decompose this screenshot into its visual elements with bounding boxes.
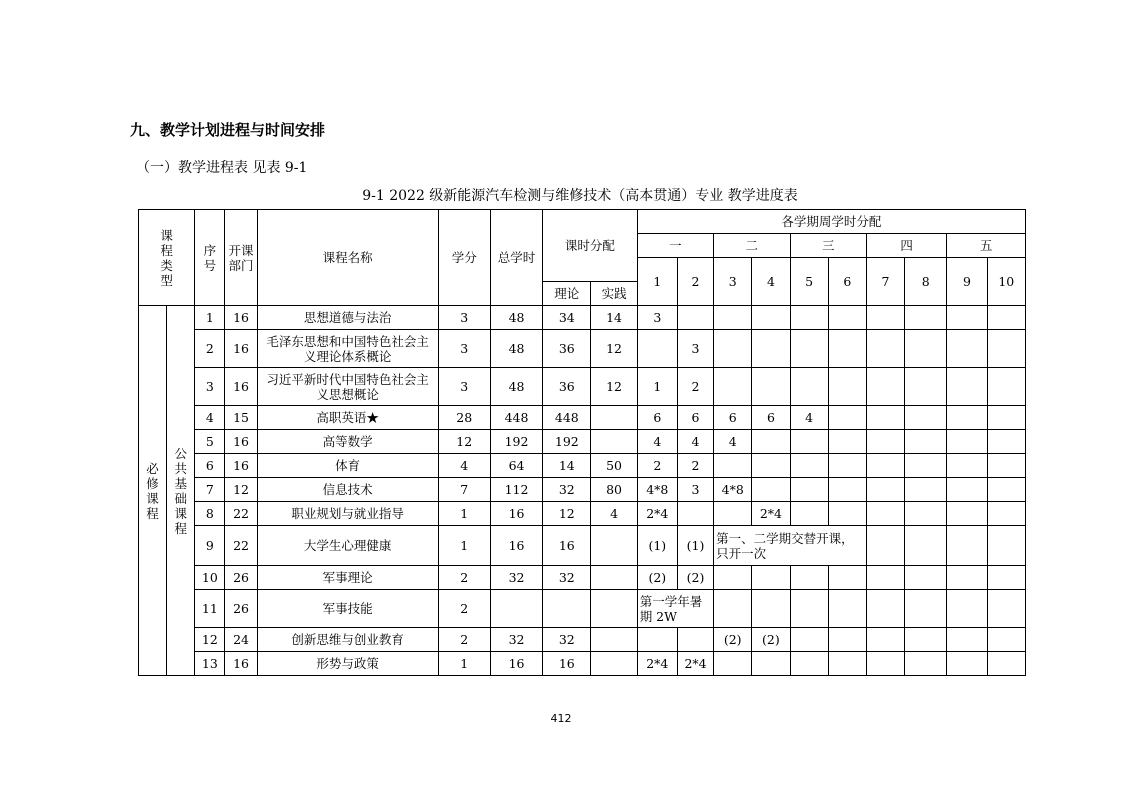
cell-sem <box>947 502 987 526</box>
subsection-heading: （一）教学进程表 见表 9-1 <box>136 160 308 176</box>
cell-practice <box>591 566 637 590</box>
cell-sem <box>947 406 987 430</box>
table-row <box>139 652 1026 676</box>
cell-total: 16 <box>490 652 542 676</box>
cell-sem: (2) <box>637 566 677 590</box>
cell-sem <box>905 430 947 454</box>
cell-sem <box>828 478 866 502</box>
cell-theory: 32 <box>543 478 591 502</box>
cell-course-name: 军事技能 <box>257 590 438 628</box>
cell-course-name: 职业规划与就业指导 <box>257 502 438 526</box>
cell-dept: 24 <box>225 628 257 652</box>
cell-practice <box>591 652 637 676</box>
cell-theory: 36 <box>543 330 591 368</box>
cell-sem <box>905 478 947 502</box>
cell-practice: 14 <box>591 306 637 330</box>
cell-sem <box>947 330 987 368</box>
cell-sem <box>987 478 1025 502</box>
cell-total: 448 <box>490 406 542 430</box>
table-row <box>139 526 1026 566</box>
cell-dept: 16 <box>225 454 257 478</box>
cell-dept: 16 <box>225 306 257 330</box>
cell-credit: 1 <box>438 526 490 566</box>
table-row <box>139 368 1026 406</box>
header-semester: 7 <box>866 258 904 306</box>
header-semester: 8 <box>905 258 947 306</box>
cell-sem <box>752 566 790 590</box>
cell-course-name: 创新思维与创业教育 <box>257 628 438 652</box>
cell-theory: 32 <box>543 628 591 652</box>
cell-sem <box>947 590 987 628</box>
cell-practice: 4 <box>591 502 637 526</box>
cell-course-name: 体育 <box>257 454 438 478</box>
cell-total: 16 <box>490 502 542 526</box>
cell-seq: 6 <box>195 454 225 478</box>
cell-sem: 6 <box>637 406 677 430</box>
cell-sem <box>905 454 947 478</box>
cell-sem <box>828 306 866 330</box>
cell-credit: 1 <box>438 652 490 676</box>
cell-sem <box>790 590 828 628</box>
cell-sem: 4 <box>637 430 677 454</box>
cell-sem: (2) <box>714 628 752 652</box>
table-row <box>139 306 1026 330</box>
cell-sem <box>828 628 866 652</box>
cell-practice <box>591 590 637 628</box>
table-row <box>139 478 1026 502</box>
cell-dept: 12 <box>225 478 257 502</box>
header-theory: 理论 <box>543 282 591 306</box>
cell-sem <box>987 306 1025 330</box>
cell-theory: 192 <box>543 430 591 454</box>
cell-dept: 16 <box>225 652 257 676</box>
cell-sem <box>866 502 904 526</box>
cell-sem: 4*8 <box>714 478 752 502</box>
cell-sem <box>790 652 828 676</box>
cell-sem <box>866 306 904 330</box>
header-total-hours: 总学时 <box>490 210 542 306</box>
cell-practice <box>591 406 637 430</box>
cell-sem <box>987 406 1025 430</box>
cell-sem: 3 <box>677 478 713 502</box>
cell-total: 48 <box>490 306 542 330</box>
cell-sem <box>714 502 752 526</box>
cell-total: 192 <box>490 430 542 454</box>
cell-sem <box>677 628 713 652</box>
header-year-5: 五 <box>947 234 1026 258</box>
cell-sem <box>947 454 987 478</box>
cell-sem <box>905 330 947 368</box>
section-heading: 九、教学计划进程与时间安排 <box>130 121 326 139</box>
cell-credit: 1 <box>438 502 490 526</box>
cell-sem <box>987 590 1025 628</box>
cell-sem <box>987 430 1025 454</box>
cell-sem <box>677 502 713 526</box>
cell-sem: 6 <box>752 406 790 430</box>
cell-sem <box>947 628 987 652</box>
cell-dept: 16 <box>225 330 257 368</box>
cell-course-name: 毛泽东思想和中国特色社会主义理论体系概论 <box>257 330 438 368</box>
cell-sem <box>905 628 947 652</box>
cell-sem <box>677 306 713 330</box>
cell-sem <box>987 368 1025 406</box>
cell-credit: 7 <box>438 478 490 502</box>
cell-practice: 50 <box>591 454 637 478</box>
cell-practice <box>591 628 637 652</box>
cell-sem <box>905 502 947 526</box>
cell-credit: 4 <box>438 454 490 478</box>
cell-sem <box>714 566 752 590</box>
cell-sem <box>905 306 947 330</box>
cell-course-name: 高职英语★ <box>257 406 438 430</box>
header-semester-dist: 各学期周学时分配 <box>637 210 1025 234</box>
header-semester: 4 <box>752 258 790 306</box>
header-semester: 3 <box>714 258 752 306</box>
cell-seq: 1 <box>195 306 225 330</box>
table-row <box>139 502 1026 526</box>
cell-sem: 4*8 <box>637 478 677 502</box>
cell-sem <box>947 526 987 566</box>
cell-theory: 16 <box>543 652 591 676</box>
cell-credit: 2 <box>438 566 490 590</box>
cell-sem <box>752 590 790 628</box>
cell-sem <box>752 306 790 330</box>
cell-seq: 11 <box>195 590 225 628</box>
cell-sem <box>987 330 1025 368</box>
cell-sem: (2) <box>677 566 713 590</box>
header-practice: 实践 <box>591 282 637 306</box>
cell-sem <box>987 454 1025 478</box>
cell-sem: 6 <box>677 406 713 430</box>
cell-sem <box>905 368 947 406</box>
cell-total: 16 <box>490 526 542 566</box>
table-caption: 9-1 2022 级新能源汽车检测与维修技术（高本贯通）专业 教学进度表 <box>362 188 798 204</box>
cell-practice: 12 <box>591 368 637 406</box>
cell-sem: (1) <box>637 526 677 566</box>
cell-sem: 2*4 <box>637 502 677 526</box>
cell-theory: 16 <box>543 526 591 566</box>
cell-sem <box>790 478 828 502</box>
table-row <box>139 590 1026 628</box>
cell-sem <box>987 628 1025 652</box>
cell-sem <box>866 430 904 454</box>
cell-theory: 14 <box>543 454 591 478</box>
cell-sem <box>987 566 1025 590</box>
cell-sem <box>866 566 904 590</box>
cell-practice <box>591 526 637 566</box>
cell-sem: 6 <box>714 406 752 430</box>
cell-theory: 12 <box>543 502 591 526</box>
cell-sem: (1) <box>677 526 713 566</box>
cell-sem <box>790 502 828 526</box>
cell-sem <box>752 652 790 676</box>
cell-sem: 3 <box>677 330 713 368</box>
cell-credit: 3 <box>438 330 490 368</box>
cell-sem: 4 <box>677 430 713 454</box>
cell-sem <box>947 566 987 590</box>
cell-seq: 10 <box>195 566 225 590</box>
page-number: 412 <box>550 712 572 725</box>
cell-sem <box>790 368 828 406</box>
header-seq: 序号 <box>195 210 225 306</box>
cell-course-name: 形势与政策 <box>257 652 438 676</box>
cell-sem <box>790 454 828 478</box>
cell-sem <box>790 330 828 368</box>
cell-sem: 1 <box>637 368 677 406</box>
cell-seq: 8 <box>195 502 225 526</box>
cell-total: 48 <box>490 368 542 406</box>
header-year-2: 二 <box>714 234 790 258</box>
cell-sem <box>866 368 904 406</box>
cell-sem <box>828 454 866 478</box>
cell-sem <box>866 526 904 566</box>
cell-total: 32 <box>490 566 542 590</box>
cell-sem <box>828 502 866 526</box>
cell-course-name: 军事理论 <box>257 566 438 590</box>
cell-sem <box>637 330 677 368</box>
header-course-name: 课程名称 <box>257 210 438 306</box>
cell-practice: 12 <box>591 330 637 368</box>
cell-credit: 12 <box>438 430 490 454</box>
cell-sem <box>905 590 947 628</box>
header-semester: 9 <box>947 258 987 306</box>
cell-dept: 22 <box>225 502 257 526</box>
cell-sem <box>828 368 866 406</box>
header-credit: 学分 <box>438 210 490 306</box>
cell-seq: 13 <box>195 652 225 676</box>
cell-sem <box>828 330 866 368</box>
cell-sem <box>790 628 828 652</box>
cell-seq: 7 <box>195 478 225 502</box>
cell-theory: 36 <box>543 368 591 406</box>
cell-note: 第一学年暑期 2W <box>637 590 713 628</box>
cell-credit: 2 <box>438 628 490 652</box>
cell-total: 112 <box>490 478 542 502</box>
cell-sem <box>905 566 947 590</box>
cell-sem <box>790 430 828 454</box>
cell-sem <box>866 590 904 628</box>
cell-sem <box>947 430 987 454</box>
cell-dept: 26 <box>225 566 257 590</box>
cell-sem <box>637 628 677 652</box>
cell-seq: 2 <box>195 330 225 368</box>
cell-theory <box>543 590 591 628</box>
cell-practice: 80 <box>591 478 637 502</box>
cell-sem <box>714 454 752 478</box>
cell-seq: 12 <box>195 628 225 652</box>
cell-dept: 16 <box>225 430 257 454</box>
cell-sem: 2*4 <box>677 652 713 676</box>
header-course-type: 课程类型 <box>139 210 195 306</box>
cell-sem <box>866 628 904 652</box>
cell-sem <box>714 306 752 330</box>
cell-seq: 5 <box>195 430 225 454</box>
cell-sem: 2 <box>637 454 677 478</box>
cell-sem <box>866 454 904 478</box>
cell-sem <box>790 306 828 330</box>
cell-sem <box>947 478 987 502</box>
cell-total: 48 <box>490 330 542 368</box>
cell-course-name: 大学生心理健康 <box>257 526 438 566</box>
cell-sem: 4 <box>790 406 828 430</box>
cell-sem <box>987 526 1025 566</box>
header-year-1: 一 <box>637 234 713 258</box>
cell-theory: 34 <box>543 306 591 330</box>
cell-sem: (2) <box>752 628 790 652</box>
cell-sem <box>752 454 790 478</box>
cell-credit: 28 <box>438 406 490 430</box>
cell-credit: 2 <box>438 590 490 628</box>
cell-total: 64 <box>490 454 542 478</box>
cell-sem <box>828 406 866 430</box>
cell-sem <box>866 406 904 430</box>
cell-sem <box>828 566 866 590</box>
cell-dept: 22 <box>225 526 257 566</box>
cell-sem <box>714 652 752 676</box>
cell-seq: 4 <box>195 406 225 430</box>
cell-sem <box>828 652 866 676</box>
cell-sem <box>828 430 866 454</box>
cell-sem <box>714 368 752 406</box>
cell-sem <box>987 652 1025 676</box>
cell-sem: 4 <box>714 430 752 454</box>
header-year-4: 四 <box>866 234 946 258</box>
cell-sem <box>752 478 790 502</box>
table-row <box>139 406 1026 430</box>
table-row <box>139 330 1026 368</box>
cell-sem <box>947 368 987 406</box>
cell-course-name: 思想道德与法治 <box>257 306 438 330</box>
cell-total <box>490 590 542 628</box>
cell-sem <box>947 652 987 676</box>
cell-sem <box>905 652 947 676</box>
cell-sem <box>905 526 947 566</box>
header-semester: 5 <box>790 258 828 306</box>
cell-sem: 2*4 <box>752 502 790 526</box>
header-year-3: 三 <box>790 234 866 258</box>
cell-sem <box>714 590 752 628</box>
cell-total: 32 <box>490 628 542 652</box>
cell-credit: 3 <box>438 368 490 406</box>
header-semester: 2 <box>677 258 713 306</box>
cell-sem <box>714 330 752 368</box>
table-row <box>139 454 1026 478</box>
cell-dept: 26 <box>225 590 257 628</box>
header-semester: 10 <box>987 258 1025 306</box>
cell-dept: 15 <box>225 406 257 430</box>
table-row <box>139 628 1026 652</box>
cell-course-name: 高等数学 <box>257 430 438 454</box>
cell-sem: 3 <box>637 306 677 330</box>
cell-seq: 3 <box>195 368 225 406</box>
cell-sem <box>752 368 790 406</box>
cell-sem <box>828 590 866 628</box>
cell-sem <box>947 306 987 330</box>
cell-dept: 16 <box>225 368 257 406</box>
cell-sem: 2*4 <box>637 652 677 676</box>
group-type: 必修课程 <box>139 306 167 676</box>
cell-course-name: 信息技术 <box>257 478 438 502</box>
group-category: 公共基础课程 <box>167 306 195 676</box>
cell-seq: 9 <box>195 526 225 566</box>
header-semester: 6 <box>828 258 866 306</box>
cell-credit: 3 <box>438 306 490 330</box>
cell-sem <box>866 478 904 502</box>
cell-sem: 2 <box>677 368 713 406</box>
header-hours-split: 课时分配 <box>543 210 638 282</box>
header-dept: 开课部门 <box>225 210 257 306</box>
cell-sem <box>866 652 904 676</box>
teaching-progress-table <box>138 209 1026 676</box>
table-row <box>139 566 1026 590</box>
cell-sem <box>905 406 947 430</box>
cell-theory: 32 <box>543 566 591 590</box>
cell-theory: 448 <box>543 406 591 430</box>
cell-sem <box>987 502 1025 526</box>
cell-practice <box>591 430 637 454</box>
cell-sem <box>790 566 828 590</box>
cell-sem <box>866 330 904 368</box>
header-semester: 1 <box>637 258 677 306</box>
table-row <box>139 430 1026 454</box>
cell-note: 第一、二学期交替开课，只开一次 <box>714 526 867 566</box>
cell-course-name: 习近平新时代中国特色社会主义思想概论 <box>257 368 438 406</box>
cell-sem <box>752 430 790 454</box>
cell-sem: 2 <box>677 454 713 478</box>
cell-sem <box>752 330 790 368</box>
